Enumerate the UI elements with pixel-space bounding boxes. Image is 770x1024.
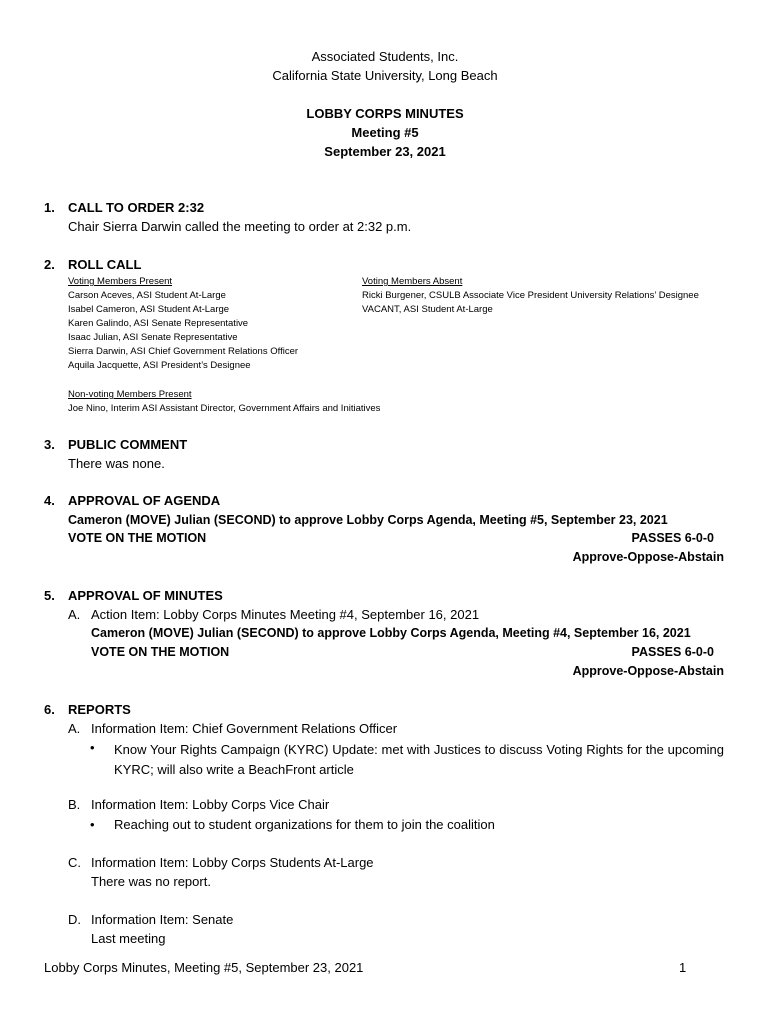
section-4-number: 4. xyxy=(44,493,55,508)
list-item: VACANT, ASI Student At-Large xyxy=(362,304,493,315)
section-1-title: CALL TO ORDER 2:32 xyxy=(68,200,205,215)
minutes-item: Action Item: Lobby Corps Minutes Meeting #4, September 16, 2021 xyxy=(91,607,480,622)
document-title: LOBBY CORPS MINUTES xyxy=(306,106,464,121)
present-heading: Voting Members Present xyxy=(68,276,173,287)
section-3-title: PUBLIC COMMENT xyxy=(68,437,188,452)
report-b-item: Information Item: Lobby Corps Vice Chair xyxy=(91,797,330,812)
minutes-item-letter: A. xyxy=(68,607,81,622)
list-item: Carson Aceves, ASI Student At-Large xyxy=(68,290,226,301)
list-item: Aquila Jacquette, ASI President’s Designee xyxy=(68,360,251,371)
list-item: Isabel Cameron, ASI Student At-Large xyxy=(68,304,230,315)
minutes-vote-legend: Approve-Oppose-Abstain xyxy=(572,664,724,678)
minutes-vote-label: VOTE ON THE MOTION xyxy=(91,645,230,659)
section-1-number: 1. xyxy=(44,200,55,215)
list-item: Isaac Julian, ASI Senate Representative xyxy=(68,332,238,343)
call-to-order-text: Chair Sierra Darwin called the meeting to order at 2:32 p.m. xyxy=(68,219,412,234)
section-6-title: REPORTS xyxy=(68,702,131,717)
report-c-text: There was no report. xyxy=(91,874,211,889)
minutes-vote-result: PASSES 6-0-0 xyxy=(631,645,714,659)
agenda-motion: Cameron (MOVE) Julian (SECOND) to approve Lobby Corps Agenda, Meeting #5, September 23, 2021 xyxy=(68,513,668,527)
page-number: 1 xyxy=(679,960,687,975)
section-5-title: APPROVAL OF MINUTES xyxy=(68,588,223,603)
meeting-number: Meeting #5 xyxy=(351,125,419,140)
footer-text: Lobby Corps Minutes, Meeting #5, September 23, 2021 xyxy=(44,960,364,975)
list-item: Karen Galindo, ASI Senate Representative xyxy=(68,318,249,329)
present-members-list xyxy=(68,275,298,373)
list-item: Sierra Darwin, ASI Chief Government Relations Officer xyxy=(68,346,299,357)
absent-members-list xyxy=(362,275,699,317)
absent-heading: Voting Members Absent xyxy=(362,276,463,287)
public-comment-text: There was none. xyxy=(68,456,165,471)
report-d-text: Last meeting xyxy=(91,931,166,946)
section-2-title: ROLL CALL xyxy=(68,257,142,272)
list-item: Ricki Burgener, CSULB Associate Vice President University Relations’ Designee xyxy=(362,290,699,301)
university-name: California State University, Long Beach xyxy=(272,68,498,83)
meeting-date: September 23, 2021 xyxy=(324,144,446,159)
agenda-vote-legend: Approve-Oppose-Abstain xyxy=(572,550,724,564)
agenda-vote-result: PASSES 6-0-0 xyxy=(631,531,714,545)
report-a-letter: A. xyxy=(68,721,81,736)
report-a-bullet: Know Your Rights Campaign (KYRC) Update: met with Justices to discuss Voting Rights for the upcoming KYRC; will also write a BeachFront article xyxy=(114,742,724,777)
minutes-motion: Cameron (MOVE) Julian (SECOND) to approve Lobby Corps Agenda, Meeting #4, September 16, 2021 xyxy=(91,626,691,640)
report-c-item: Information Item: Lobby Corps Students At-Large xyxy=(91,855,374,870)
report-b-letter: B. xyxy=(68,797,81,812)
bullet-icon: • xyxy=(90,817,95,832)
section-2-number: 2. xyxy=(44,257,55,272)
nonvoting-heading: Non-voting Members Present xyxy=(68,389,192,400)
agenda-vote-label: VOTE ON THE MOTION xyxy=(68,531,207,545)
section-6-number: 6. xyxy=(44,702,55,717)
report-d-letter: D. xyxy=(68,912,81,927)
list-item: Joe Nino, Interim ASI Assistant Director, Government Affairs and Initiatives xyxy=(68,403,381,414)
report-a-item: Information Item: Chief Government Relations Officer xyxy=(91,721,398,736)
section-4-title: APPROVAL OF AGENDA xyxy=(68,493,221,508)
nonvoting-members-list xyxy=(68,388,380,416)
report-d-item: Information Item: Senate xyxy=(91,912,234,927)
report-b-bullet: Reaching out to student organizations for them to join the coalition xyxy=(114,817,495,832)
org-name: Associated Students, Inc. xyxy=(311,49,459,64)
bullet-icon: • xyxy=(90,740,95,755)
section-3-number: 3. xyxy=(44,437,55,452)
report-c-letter: C. xyxy=(68,855,81,870)
section-5-number: 5. xyxy=(44,588,55,603)
